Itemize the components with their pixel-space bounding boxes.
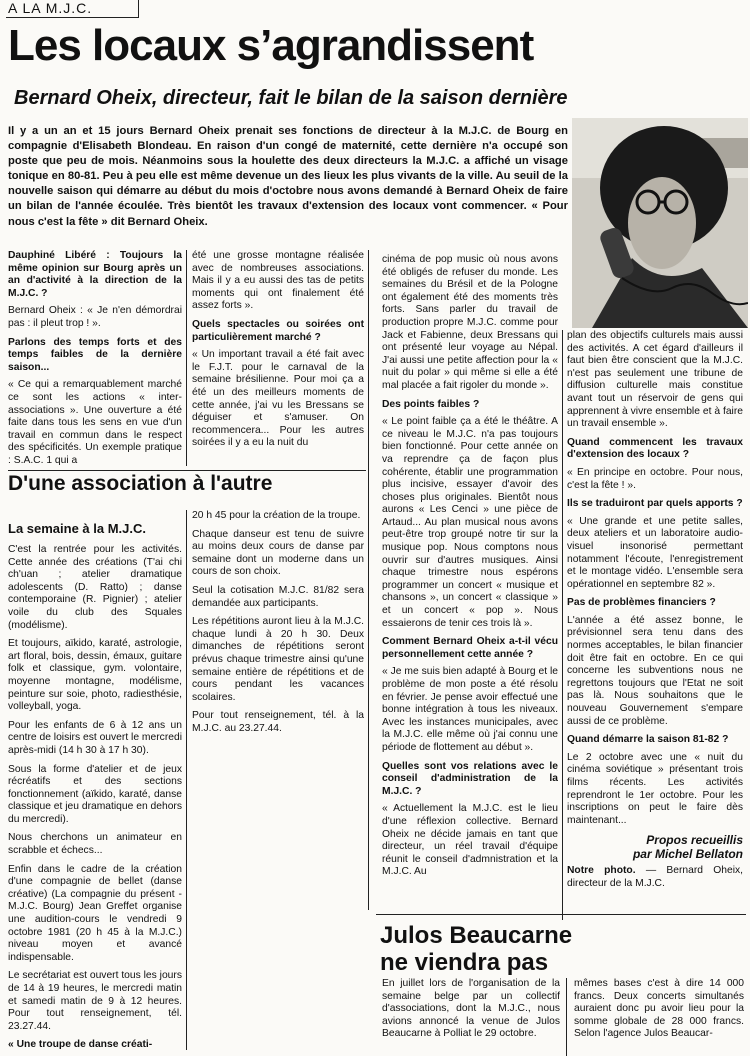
headline: Les locaux s’agrandissent bbox=[8, 21, 534, 70]
section-rubric: A LA M.J.C. bbox=[6, 0, 139, 18]
question: Quelles sont vos relations avec le conseil d'administration de la M.J.C. ? bbox=[382, 760, 558, 797]
section-column-left bbox=[8, 522, 182, 1056]
portrait-photo-illustration bbox=[572, 118, 748, 328]
julos-column-right bbox=[574, 978, 744, 1056]
section-paragraph: Le secrétariat est ouvert tous les jours de 14 à 19 heures, le mercredi matin et samedi matin de 9 à 12 heures. Pour tout renseignement, tél. 23.27.44. bbox=[8, 970, 182, 1032]
julos-rule bbox=[376, 914, 746, 915]
question: Pas de problèmes financiers ? bbox=[567, 597, 716, 609]
column-rule bbox=[368, 250, 369, 910]
section-rule bbox=[8, 470, 366, 471]
column-rule bbox=[186, 250, 187, 466]
byline-line-1: Propos recueillis bbox=[646, 833, 743, 848]
section-paragraph: Sous la forme d'atelier et de jeux récréatifs et des sections fonctionnement (aïkido, karaté, danse classique et jeu dramatique en dehors du mercredi). bbox=[8, 763, 182, 825]
column-rule bbox=[562, 330, 563, 920]
section-column-right bbox=[192, 510, 364, 810]
section-heading: La semaine à la M.J.C. bbox=[8, 522, 147, 536]
julos-headline-line-2: ne viendra pas bbox=[380, 949, 549, 976]
section-paragraph: « Une troupe de danse créati- bbox=[8, 1039, 153, 1051]
answer: « Ce qui a remarquablement marché ce sont les actions « inter-associations ». Une ouverture a été faite dans tous les sens en vue d'un travail en commun dans le respect des spécificités. Un exemple pratique : S.A.C. 1 qui a bbox=[8, 379, 182, 466]
section-paragraph: Pour tout renseignement, tél. à la M.J.C. au 23.27.44. bbox=[192, 710, 364, 734]
julos-paragraph: mêmes bases c'est à dire 14 000 francs. Deux concerts simultanés auraient donc pu avoir lieu pour la somme globale de 28 000 francs. Selon l'agence Julos Beaucar- bbox=[574, 978, 744, 1040]
answer: « Le point faible ça a été le théâtre. A ce niveau le M.J.C. n'a pas toujours bien fonctionné. Pour cette année on va reprendre ça de façon plus cohérente, établir une programmation plus incisive, essayer d'avoir des choses plus originales. Bientôt nous aurons « Les Cenci » une pièce de Artaud... Au plan musical nous avons peut-être trop groupé notre tir sur la musique pop. Nous comptons nous ouvrir sur d'autres musiques. Ainsi chaque trimestre nous espérons programmer un concert « musique et chansons », un concert « classique » et un concert « pop ». Nous essaierons de tenir ces trois là ». bbox=[382, 416, 558, 629]
column-3 bbox=[382, 254, 558, 910]
question: Quand démarre la saison 81-82 ? bbox=[567, 734, 729, 746]
answer: cinéma de pop music où nous avons été obligés de refuser du monde. Les semaines du Brésil et de la Pologne ont également été des moments très forts. Sans parler du travail de production propre M.J.C. comme pour Jack et Fabienne, deux Bressans qui ont présenté leur voyage au Népal. J'ai aussi une petite affection pour la « nuit du polar » qui même si elle a été mal placée a fait rigoler du monde ». bbox=[382, 254, 558, 391]
julos-paragraph: En juillet lors de l'organisation de la semaine belge par un collectif d'associations, dont la M.J.C., nous avions annoncé la venue de Julos Beaucarne à Polliat le 29 octobre. bbox=[382, 978, 560, 1040]
byline bbox=[567, 833, 743, 861]
answer: Bernard Oheix : « Je n'en démordrai pas : il pleut trop ! ». bbox=[8, 305, 182, 329]
section-paragraph: Les répétitions auront lieu à la M.J.C. chaque lundi à 20 h 30. Deux dimanches de répétitions seront prévus chaque trimestre ainsi qu'une semaine entière de répétitions et de cours pendant les vacances scolaires. bbox=[192, 616, 364, 703]
section-paragraph: Enfin dans le cadre de la création d'une compagnie de bellet (danse créative) (La compagnie du présent - M.J.C. Bourg) Jean Greffet organise une audition-cours le vendredi 9 octobre 1981 (20 h 45 à la M.J.C.) niveau moyen et avancé indispensable. bbox=[8, 863, 182, 963]
answer: « En principe en octobre. Pour nous, c'est la fête ! ». bbox=[567, 466, 743, 491]
question: Comment Bernard Oheix a-t-il vécu personnellement cette année ? bbox=[382, 636, 558, 660]
answer: été une grosse montagne réalisée avec de nombreuses associations. Mais il y a eu aussi des tas de petits moments qui ont finalement été assez forts ». bbox=[192, 250, 364, 312]
question: Dauphiné Libéré : Toujours la même opinion sur Bourg après un an d'activité à la direction de la M.J.C. ? bbox=[8, 250, 182, 299]
lead-paragraph: Il y a un an et 15 jours Bernard Oheix prenait ses fonctions de directeur à la M.J.C. de Bourg en compagnie d'Elisabeth Blondeau. En raison d'un congé de maternité, cette dernière n'a occupé son poste que peu de mois. Néanmoins sous la houlette des deux directeurs la M.J.C. a affiché un visage tonique en 80-81. Peu à peu elle est même devenue un des lieux les plus vivants de la ville. Au seuil de la nouvelle saison qui démarre au début du mois d'octobre nous avons demandé à Bernard Oheix de faire un bilan de l'année écoulée. Très bientôt les travaux d'extension des locaux vont commencer. « Pour nous c'est la fête » dit Bernard Oheix. bbox=[8, 125, 568, 228]
julos-headline bbox=[380, 922, 572, 976]
column-rule bbox=[566, 978, 567, 1056]
section-paragraph: Seul la cotisation M.J.C. 81/82 sera demandée aux participants. bbox=[192, 584, 364, 609]
question: Des points faibles ? bbox=[382, 398, 480, 410]
section-paragraph: C'est la rentrée pour les activités. Cette année des créations (T'ai chi ch'uan ; atelier dramatique adolescents (D. Ratto) ; danse contemporaine (R. Pignier) ; atelier voile du club des Squales (modélisme). bbox=[8, 544, 182, 631]
column-rule bbox=[186, 510, 187, 1050]
column-1 bbox=[8, 250, 182, 468]
julos-headline-line-1: Julos Beaucarne bbox=[380, 922, 573, 949]
answer: plan des objectifs culturels mais aussi des activités. A cet égard d'ailleurs il faut bien être conscient que la M.J.C. n'est pas seulement une tribune de diffusion culturelle mais constitue avant tout un réservoir de gens qui apprennent à vivre ensemble et à faire un travail ensemble ». bbox=[567, 330, 743, 430]
column-4 bbox=[567, 330, 743, 930]
section-paragraph: 20 h 45 pour la création de la troupe. bbox=[192, 510, 361, 521]
question: Ils se traduiront par quels apports ? bbox=[567, 498, 743, 510]
section-paragraph: Chaque danseur est tenu de suivre au moins deux cours de danse par semaine dont un moderne dans un cours de son choix. bbox=[192, 528, 364, 578]
question: Parlons des temps forts et des temps faibles de la dernière saison... bbox=[8, 336, 182, 373]
julos-column-left bbox=[382, 978, 560, 1056]
question: Quand commencent les travaux d'extension des locaux ? bbox=[567, 436, 743, 461]
section-paragraph: Pour les enfants de 6 à 12 ans un centre de loisirs est ouvert le mercredi après-midi (14 h 30 à 17 h 30). bbox=[8, 719, 182, 756]
column-2 bbox=[192, 250, 364, 468]
section-paragraph: Nous cherchons un animateur en scrabble et échecs... bbox=[8, 832, 182, 857]
answer: « Un important travail a été fait avec le F.J.T. pour le carnaval de la semaine brésilienne. Pour moi ça a été un des meilleurs moments de cette année, j'ai vu les Bressans se déguiser et s'amuser. On recommencera... Pour les autres soirées il y a eu la nuit du bbox=[192, 349, 364, 449]
photo-caption bbox=[567, 865, 743, 890]
section-paragraph: Et toujours, aïkido, karaté, astrologie, art floral, bois, dessin, émaux, guitare folk et classique, gym. volontaire, moyenne montagne, modélisme, peinture sur soie, photo, radiesthésie, volleyball, yoga. bbox=[8, 638, 182, 713]
answer: Le 2 octobre avec une « nuit du cinéma soviétique » présentant trois films récents. Les activités reprendront le 1er octobre. Pour les inscriptions on peut le faire dès maintenant... bbox=[567, 751, 743, 826]
section-title: D'une association à l'autre bbox=[8, 472, 273, 495]
answer: L'année a été assez bonne, le prévisionnel sera tenu dans des normes acceptables, le bilan financier doit être fait en octobre. En ce qui concerne les subventions nous ne regrettons toujours que l'Etat ne soit pas là. Nous souhaitons que le nouveau Gouvernement s'empare aussi de ce problème. bbox=[567, 614, 743, 727]
answer: « Je me suis bien adapté à Bourg et le problème de mon poste a été résolu en février. Je pense avoir effectué une bonne intégration à tous les niveaux. Avec les instances municipales, avec la M.J.C. elle même où j'ai connu une période de flottement au début ». bbox=[382, 666, 558, 753]
question: Quels spectacles ou soirées ont particulièrement marché ? bbox=[192, 318, 364, 343]
answer: « Actuellement la M.J.C. est le lieu d'une réflexion collective. Bernard Oheix ne décide jamais en tant que directeur, un réel travail d'équipe réunit le conseil d'admnistration et la M.J.C. Au bbox=[382, 803, 558, 878]
subheadline: Bernard Oheix, directeur, fait le bilan de la saison dernière bbox=[14, 87, 568, 109]
portrait-photo bbox=[572, 118, 748, 328]
answer: « Une grande et une petite salles, deux ateliers et un laboratoire audio-visuel insonorisé permettant notamment l'écoute, l'enregistrement et le montage vidéo. L'ensemble sera opérationnel en septembre 82 ». bbox=[567, 515, 743, 590]
photo-caption-text: — Bernard Oheix, directeur de la M.J.C. bbox=[567, 865, 743, 889]
byline-line-2: par Michel Bellaton bbox=[632, 847, 743, 862]
photo-caption-lead: Notre photo. bbox=[567, 865, 636, 877]
